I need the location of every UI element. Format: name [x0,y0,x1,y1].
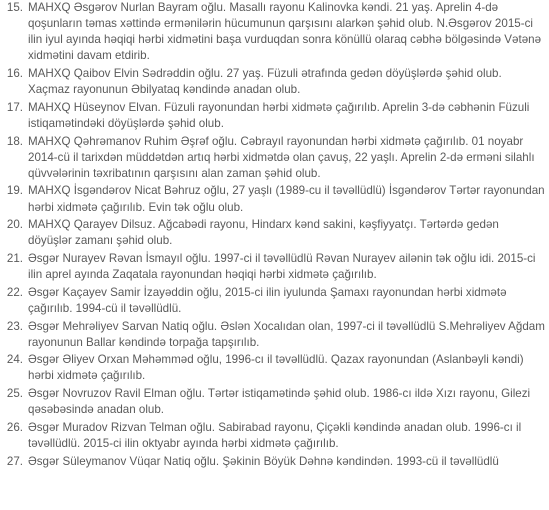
list-item-text: Əsgər Əliyev Orxan Məhəmməd oğlu, 1996-cı il təvəllüdlü. Qazax rayonundan (Aslanbəyli kəndi) hərbi xidmətə çağırılıb. [28,353,524,383]
list-item [6,352,549,384]
list-item-text: MAHXQ Qəhrəmanov Ruhim Əşrəf oğlu. Cəbrayıl rayonundan hərbi xidmətə çağırılıb. 01 noyabr 2014-cü il tarixdən müddətdən artıq hərbi xidmətdə olan çavuş, 22 yaşlı. Aprelin 2-də erməni silahlı qüvvələrinin təxribatının qarşısını alan zaman şəhid olub. [28,134,535,180]
list-item [6,420,549,452]
list-item-text: MAHXQ Qarayev Dilsuz. Ağcabədi rayonu, Hindarx kənd sakini, kəşfiyyatçı. Tərtərdə gedən döyüşlər zamanı şəhid olub. [28,218,499,248]
list-item-number: 18. [6,134,23,148]
list-item-text: Əsgər Nurayev Rəvan İsmayıl oğlu. 1997-ci il təvəllüdlü Rəvan Nurayev ailənin tək oğlu idi. 2015-ci ilin aprel ayında Zaqatala rayonundan həqiqi hərbi xidmətə çağırılıb. [28,251,536,282]
list-item-number: 21. [6,251,23,265]
list-item [6,0,549,64]
list-item-text: MAHXQ Qaibov Elvin Sədrəddin oğlu. 27 yaş. Füzuli ətrafında gedən döyüşlərdə şəhid olub. Xaçmaz rayonunun Əbilyataq kəndində anadan olub. [28,66,502,97]
list-item [6,386,549,418]
list-item-text: Əsgər Muradov Rizvan Telman oğlu. Sabirabad rayonu, Çiçəkli kəndində anadan olub. 1996-cı il təvəllüdlü. 2015-ci ilin oktyabr ayında hərbi xidmətə çağırılıb. [28,420,522,450]
list-item-number: 17. [6,100,23,114]
list-item [6,251,549,283]
list-item-number: 27. [6,454,23,468]
list-item-number: 24. [6,353,23,367]
numbered-list [6,0,549,470]
list-item-number: 25. [6,387,23,401]
list-item-number: 15. [6,1,23,14]
list-item [6,134,549,182]
list-item [6,183,549,215]
list-item-number: 16. [6,66,23,80]
list-item-text: MAHXQ Əsgərov Nurlan Bayram oğlu. Masallı rayonu Kalinovka kəndi. 21 yaş. Aprelin 4-də qoşunların təmas xəttində ermənilərin hücumunun qarşısını alarkən şəhid olub. N.Əsgərov 2015-ci ilin iyul ayında həqiqi hərbi xidmətini başa vurduqdan sonra könüllü olaraq cəbhə bölgəsində Vətənə xidmətini davam etdirib. [28,1,542,63]
list-item-number: 22. [6,285,23,299]
list-item-number: 20. [6,218,23,232]
list-item [6,285,549,317]
list-item-text: Əsgər Mehrəliyev Sarvan Natiq oğlu. Əslən Xocalıdan olan, 1997-ci il təvəllüdlü S.Mehrəliyev Ağdam rayonunun Ballar kəndində torpağa tapşırılıb. [28,319,545,349]
list-item [6,66,549,98]
list-item-number: 26. [6,420,23,434]
list-item-number: 19. [6,184,23,198]
list-item-text: Əsgər Süleymanov Vüqar Natiq oğlu. Şəkinin Böyük Dəhnə kəndindən. 1993-cü il təvəllüdlü [28,454,499,468]
list-item-text: MAHXQ Hüseynov Elvan. Füzuli rayonundan hərbi xidmətə çağırılıb. Aprelin 3-də cəbhənin Füzuli istiqamətindəki döyüşlərdə şəhid olub. [28,100,530,130]
list-item [6,100,549,132]
list-item [6,217,549,249]
list-item-text: Əsgər Kaçayev Samir İzayəddin oğlu, 2015-ci ilin iyulunda Şamaxı rayonundan hərbi xidmətə çağırılıb. 1994-cü il təvəllüdlü. [28,285,507,315]
list-item [6,454,549,470]
list-item-text: Əsgər Novruzov Ravil Elman oğlu. Tərtər istiqamətində şəhid olub. 1986-cı ildə Xızı rayonu, Gilezi qəsəbəsində anadan olub. [28,387,531,417]
list-item-number: 23. [6,319,23,333]
list-item [6,319,549,351]
list-item-text: MAHXQ İsgəndərov Nicat Bəhruz oğlu, 27 yaşlı (1989-cu il təvəllüdlü) İsgəndərov Tərtər rayonundan hərbi xidmətə çağırılıb. Evin tək oğlu olub. [28,184,545,214]
